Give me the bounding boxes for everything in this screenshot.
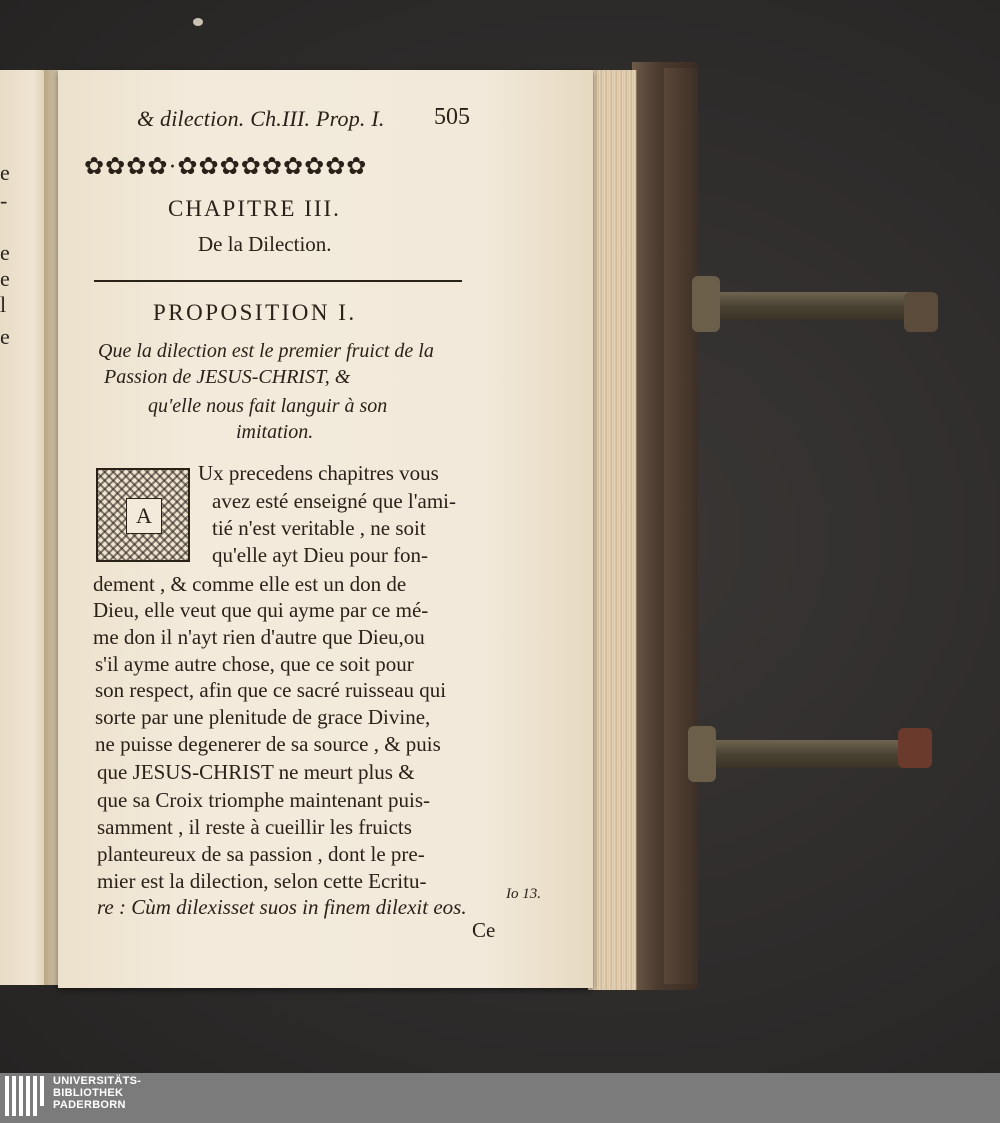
lower-clasp [690, 740, 910, 768]
proposition-line: imitation. [236, 421, 314, 443]
library-footer-bar [0, 1073, 1000, 1123]
body-line: Dieu, elle veut que qui ayme par ce mé- [93, 598, 429, 622]
body-line: s'il ayme autre chose, que ce soit pour [95, 652, 414, 676]
catchword: Ce [472, 918, 496, 942]
body-line: son respect, afin que ce sacré ruisseau qui [95, 678, 447, 702]
body-line: re : Cùm dilexisset suos in finem dilexit eos. [97, 895, 467, 919]
proposition-line: Que la dilection est le premier fruict de la [98, 340, 434, 362]
body-line: me don il n'ayt rien d'autre que Dieu,ou [93, 625, 425, 649]
chapter-title: CHAPITRE III. [168, 196, 341, 221]
body-line: que sa Croix triomphe maintenant puis- [97, 788, 431, 812]
decorated-initial-letter: A [126, 498, 162, 534]
body-line: dement , & comme elle est un don de [93, 572, 407, 596]
left-page-edge [0, 70, 50, 985]
body-line: qu'elle ayt Dieu pour fon- [212, 543, 429, 567]
lower-clasp-end [898, 728, 932, 768]
library-name-line: BIBLIOTHEK [53, 1087, 124, 1099]
lower-clasp-hinge [688, 726, 716, 782]
divider-rule [94, 280, 462, 282]
upper-clasp-hinge [692, 276, 720, 332]
left-page-fragment: e [0, 160, 10, 185]
left-page-fragment: e [0, 240, 10, 265]
body-line: samment , il reste à cueillir les fruicts [97, 815, 412, 839]
proposition-line: Passion de JESUS-CHRIST, & [104, 366, 351, 388]
body-line: planteureux de sa passion , dont le pre- [97, 842, 425, 866]
body-line: Ux precedens chapitres vous [198, 461, 439, 485]
proposition-line: qu'elle nous fait languir à son [148, 395, 388, 417]
library-name-line: PADERBORN [53, 1099, 126, 1111]
library-logo-icon [5, 1076, 45, 1116]
left-page-fragment: - [0, 188, 8, 213]
body-line: avez esté enseigné que l'ami- [212, 489, 457, 513]
ornament-band: ✿✿✿✿·✿✿✿✿✿✿✿✿✿ [84, 154, 368, 180]
body-line: sorte par une plenitude de grace Divine, [95, 705, 431, 729]
dust-speck [193, 18, 203, 26]
page-number: 505 [434, 104, 470, 130]
upper-clasp-end [904, 292, 938, 332]
body-line: tié n'est veritable , ne soit [212, 516, 426, 540]
body-line: ne puisse degenerer de sa source , & puis [95, 732, 441, 756]
decorated-initial [96, 468, 190, 562]
upper-clasp [692, 292, 922, 320]
body-line: que JESUS-CHRIST ne meurt plus & [97, 760, 415, 784]
left-page-fragment: e [0, 266, 10, 291]
chapter-subtitle: De la Dilection. [198, 232, 332, 256]
running-head: & dilection. Ch.III. Prop. I. [137, 106, 385, 131]
proposition-title: PROPOSITION I. [153, 300, 357, 325]
left-page-fragment: l [0, 292, 7, 317]
cover-board-edge [664, 68, 698, 984]
body-line: mier est la dilection, selon cette Ecritu- [97, 869, 427, 893]
left-page-fragment: e [0, 324, 10, 349]
margin-reference: Io 13. [506, 886, 541, 902]
library-name-line: UNIVERSITÄTS- [53, 1075, 142, 1087]
page-block-edges [588, 70, 637, 990]
